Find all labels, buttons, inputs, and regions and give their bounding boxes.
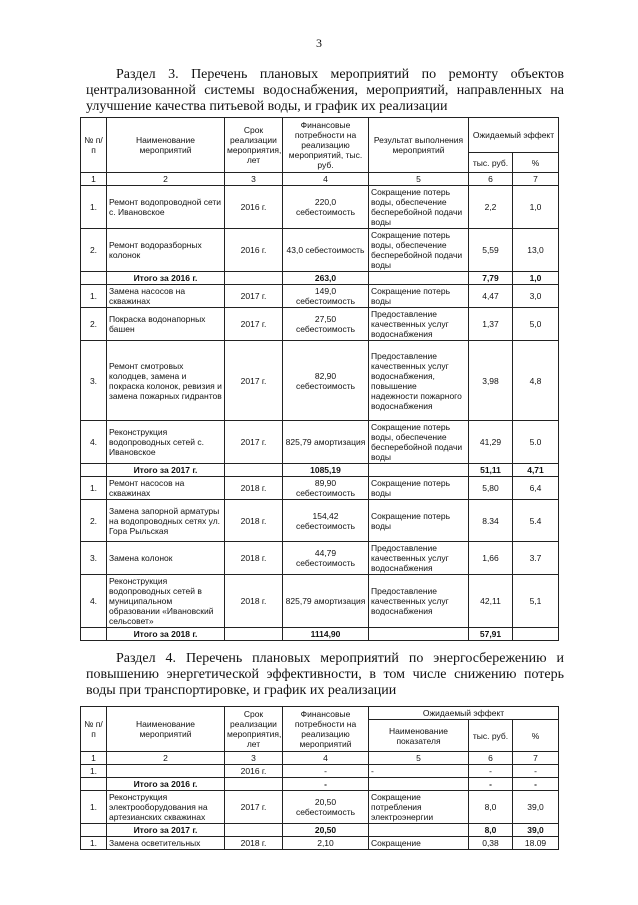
- row-result: Предоставление качественных услуг водоснабжения: [369, 542, 469, 575]
- row-effect-rub: 57,91: [469, 628, 513, 641]
- row-result: [369, 628, 469, 641]
- row-result: Предоставление качественных услуг водоснабжения, повышение надежности пожарного водоснабжения: [369, 341, 469, 421]
- row-finance: 44,79 себестоимость: [283, 542, 369, 575]
- row-year: [225, 272, 283, 285]
- header-indicator: Наименование показателя: [369, 720, 469, 752]
- header-effect-rub: тыс. руб.: [469, 153, 513, 173]
- table-row: [81, 542, 559, 575]
- row-effect-rub: 41,29: [469, 421, 513, 464]
- colnum: 1: [81, 173, 107, 186]
- row-num: 1.: [81, 791, 107, 824]
- row-finance: 43,0 себестоимость: [283, 229, 369, 272]
- row-num: [81, 778, 107, 791]
- row-year: [225, 824, 283, 837]
- table-row: [81, 341, 559, 421]
- row-num: 2.: [81, 308, 107, 341]
- row-result: [369, 272, 469, 285]
- section-3-heading: [86, 67, 564, 115]
- row-year: 2017 г.: [225, 285, 283, 308]
- row-num: [81, 272, 107, 285]
- row-effect-rub: -: [469, 765, 513, 778]
- header-num: № п/п: [81, 707, 107, 752]
- table-row: [81, 791, 559, 824]
- row-effect-pct: 1,0: [513, 272, 559, 285]
- row-num: 1.: [81, 765, 107, 778]
- column-number-row: [81, 752, 559, 765]
- row-name: [107, 765, 225, 778]
- table-row: [81, 765, 559, 778]
- row-result: [369, 464, 469, 477]
- colnum: 1: [81, 752, 107, 765]
- row-finance: 82,90 себестоимость: [283, 341, 369, 421]
- row-effect-rub: 1,66: [469, 542, 513, 575]
- row-name: Замена насосов на скважинах: [107, 285, 225, 308]
- row-effect-rub: 8,0: [469, 824, 513, 837]
- row-name: Ремонт смотровых колодцев, замена и покраска колонок, ревизия и замена пожарных гидрантов: [107, 341, 225, 421]
- section-3-table: [80, 117, 559, 641]
- row-result: Сокращение потерь воды: [369, 477, 469, 500]
- row-effect-pct: 39,0: [513, 791, 559, 824]
- row-indicator: Сокращение: [369, 837, 469, 850]
- row-year: [225, 628, 283, 641]
- header-finance: Финансовые потребности на реализацию мероприятий: [283, 707, 369, 752]
- row-num: 3.: [81, 341, 107, 421]
- row-name: Итого за 2016 г.: [107, 778, 225, 791]
- colnum: 5: [369, 752, 469, 765]
- row-finance: -: [283, 778, 369, 791]
- row-year: 2018 г.: [225, 477, 283, 500]
- row-result: Предоставление качественных услуг водоснабжения: [369, 575, 469, 628]
- row-indicator: [369, 778, 469, 791]
- row-effect-rub: 2,2: [469, 186, 513, 229]
- header-name: Наименование мероприятий: [107, 707, 225, 752]
- header-term: Срок реализации мероприятия, лет: [225, 707, 283, 752]
- row-effect-rub: 0,38: [469, 837, 513, 850]
- row-finance: 825,79 амортизация: [283, 421, 369, 464]
- row-num: 4.: [81, 421, 107, 464]
- colnum: 2: [107, 752, 225, 765]
- table-row: [81, 421, 559, 464]
- colnum: 5: [369, 173, 469, 186]
- row-year: 2017 г.: [225, 341, 283, 421]
- row-name: Реконструкция электрооборудования на артезианских скважинах: [107, 791, 225, 824]
- column-number-row: [81, 173, 559, 186]
- row-finance: 220,0 себестоимость: [283, 186, 369, 229]
- table-row-total: [81, 778, 559, 791]
- table-row-total: [81, 464, 559, 477]
- row-num: [81, 464, 107, 477]
- row-finance: 20,50: [283, 824, 369, 837]
- row-name: Ремонт водопроводной сети с. Ивановское: [107, 186, 225, 229]
- table-row: [81, 285, 559, 308]
- colnum: 4: [283, 752, 369, 765]
- table-row-total: [81, 628, 559, 641]
- row-year: 2018 г.: [225, 575, 283, 628]
- row-year: [225, 464, 283, 477]
- header-num: № п/п: [81, 118, 107, 173]
- header-term: Срок реализации мероприятия, лет: [225, 118, 283, 173]
- row-year: 2017 г.: [225, 308, 283, 341]
- table-row-total: [81, 824, 559, 837]
- header-rub: тыс. руб.: [469, 720, 513, 752]
- header-effect: Ожидаемый эффект: [469, 118, 559, 153]
- row-effect-pct: 5.0: [513, 421, 559, 464]
- header-result: Результат выполнения мероприятий: [369, 118, 469, 173]
- header-effect: Ожидаемый эффект: [369, 707, 559, 720]
- row-finance: 27,50 себестоимость: [283, 308, 369, 341]
- row-finance: 825,79 амортизация: [283, 575, 369, 628]
- row-effect-rub: 1,37: [469, 308, 513, 341]
- row-name: Итого за 2016 г.: [107, 272, 225, 285]
- colnum: 3: [225, 173, 283, 186]
- colnum: 2: [107, 173, 225, 186]
- section-4-heading: [86, 651, 564, 699]
- table-row: [81, 837, 559, 850]
- row-effect-pct: 5,0: [513, 308, 559, 341]
- row-finance: -: [283, 765, 369, 778]
- row-finance: 154,42 себестоимость: [283, 500, 369, 542]
- page-number: 3: [316, 36, 322, 50]
- row-finance: 89,90 себестоимость: [283, 477, 369, 500]
- row-indicator: Сокращение потребления электроэнергии: [369, 791, 469, 824]
- table-row: [81, 229, 559, 272]
- row-name: Итого за 2017 г.: [107, 464, 225, 477]
- row-finance: 1085,19: [283, 464, 369, 477]
- section-3-heading-text: Раздел 3. Перечень плановых мероприятий по ремонту объектов централизованной системы водоснабжения, мероприятий, направленных на улучшение качества питьевой воды, и график их реализации: [86, 67, 564, 114]
- row-num: 1.: [81, 186, 107, 229]
- row-name: Ремонт насосов на скважинах: [107, 477, 225, 500]
- table-row: [81, 575, 559, 628]
- colnum: 4: [283, 173, 369, 186]
- row-year: 2016 г.: [225, 229, 283, 272]
- row-effect-rub: 8,0: [469, 791, 513, 824]
- row-effect-rub: 4,47: [469, 285, 513, 308]
- row-name: Итого за 2017 г.: [107, 824, 225, 837]
- row-num: 1.: [81, 477, 107, 500]
- header-name: Наименование мероприятий: [107, 118, 225, 173]
- row-effect-rub: 7,79: [469, 272, 513, 285]
- row-year: 2017 г.: [225, 421, 283, 464]
- row-effect-pct: 5.4: [513, 500, 559, 542]
- row-finance: 20,50 себестоимость: [283, 791, 369, 824]
- row-year: 2017 г.: [225, 791, 283, 824]
- row-effect-pct: 4,8: [513, 341, 559, 421]
- row-finance: 2,10: [283, 837, 369, 850]
- row-result: Сокращение потерь воды: [369, 285, 469, 308]
- row-indicator: [369, 824, 469, 837]
- row-num: 4.: [81, 575, 107, 628]
- row-year: 2018 г.: [225, 542, 283, 575]
- table-row-total: [81, 272, 559, 285]
- row-finance: 149,0 себестоимость: [283, 285, 369, 308]
- row-effect-pct: 3.7: [513, 542, 559, 575]
- row-name: Замена запорной арматуры на водопроводных сетях ул. Гора Рыльская: [107, 500, 225, 542]
- section-4-table: [80, 706, 559, 850]
- row-effect-rub: 5,80: [469, 477, 513, 500]
- row-name: Ремонт водоразборных колонок: [107, 229, 225, 272]
- colnum: 7: [513, 173, 559, 186]
- row-year: [225, 778, 283, 791]
- row-effect-pct: [513, 628, 559, 641]
- row-num: 1.: [81, 285, 107, 308]
- row-num: [81, 824, 107, 837]
- row-effect-pct: 13,0: [513, 229, 559, 272]
- row-result: Сокращение потерь воды: [369, 500, 469, 542]
- row-year: 2016 г.: [225, 765, 283, 778]
- header-pct: %: [513, 720, 559, 752]
- row-indicator: -: [369, 765, 469, 778]
- row-name: Покраска водонапорных башен: [107, 308, 225, 341]
- colnum: 7: [513, 752, 559, 765]
- row-effect-rub: -: [469, 778, 513, 791]
- row-result: Сокращение потерь воды, обеспечение бесперебойной подачи воды: [369, 229, 469, 272]
- row-effect-pct: 3,0: [513, 285, 559, 308]
- row-num: [81, 628, 107, 641]
- row-result: Сокращение потерь воды, обеспечение бесперебойной подачи воды: [369, 186, 469, 229]
- table-row: [81, 308, 559, 341]
- row-year: 2016 г.: [225, 186, 283, 229]
- row-effect-pct: 4,71: [513, 464, 559, 477]
- colnum: 6: [469, 173, 513, 186]
- row-num: 2.: [81, 229, 107, 272]
- header-finance: Финансовые потребности на реализацию мероприятий, тыс. руб.: [283, 118, 369, 173]
- row-effect-pct: 1,0: [513, 186, 559, 229]
- colnum: 3: [225, 752, 283, 765]
- row-effect-pct: 5,1: [513, 575, 559, 628]
- row-effect-rub: 5,59: [469, 229, 513, 272]
- row-effect-pct: 6,4: [513, 477, 559, 500]
- section-4-heading-text: Раздел 4. Перечень плановых мероприятий по энергосбережению и повышению энергетической эффективности, в том числе снижению потерь воды при транспортировке, и график их реализации: [86, 651, 564, 698]
- row-effect-pct: -: [513, 778, 559, 791]
- row-num: 2.: [81, 500, 107, 542]
- row-name: Итого за 2018 г.: [107, 628, 225, 641]
- row-effect-pct: 18.09: [513, 837, 559, 850]
- row-effect-rub: 51,11: [469, 464, 513, 477]
- row-year: 2018 г.: [225, 500, 283, 542]
- row-num: 3.: [81, 542, 107, 575]
- row-effect-pct: -: [513, 765, 559, 778]
- header-effect-pct: %: [513, 153, 559, 173]
- row-name: Замена колонок: [107, 542, 225, 575]
- row-result: Предоставление качественных услуг водоснабжения: [369, 308, 469, 341]
- colnum: 6: [469, 752, 513, 765]
- row-effect-rub: 42,11: [469, 575, 513, 628]
- row-effect-pct: 39,0: [513, 824, 559, 837]
- row-name: Замена осветительных: [107, 837, 225, 850]
- row-name: Реконструкция водопроводных сетей с. Ивановское: [107, 421, 225, 464]
- row-effect-rub: 3,98: [469, 341, 513, 421]
- row-result: Сокращение потерь воды, обеспечение бесперебойной подачи воды: [369, 421, 469, 464]
- row-finance: 263,0: [283, 272, 369, 285]
- row-year: 2018 г.: [225, 837, 283, 850]
- table-row: [81, 186, 559, 229]
- table-row: [81, 500, 559, 542]
- row-num: 1.: [81, 837, 107, 850]
- row-effect-rub: 8.34: [469, 500, 513, 542]
- row-finance: 1114,90: [283, 628, 369, 641]
- row-name: Реконструкция водопроводных сетей в муниципальном образовании «Ивановский сельсовет»: [107, 575, 225, 628]
- table-row: [81, 477, 559, 500]
